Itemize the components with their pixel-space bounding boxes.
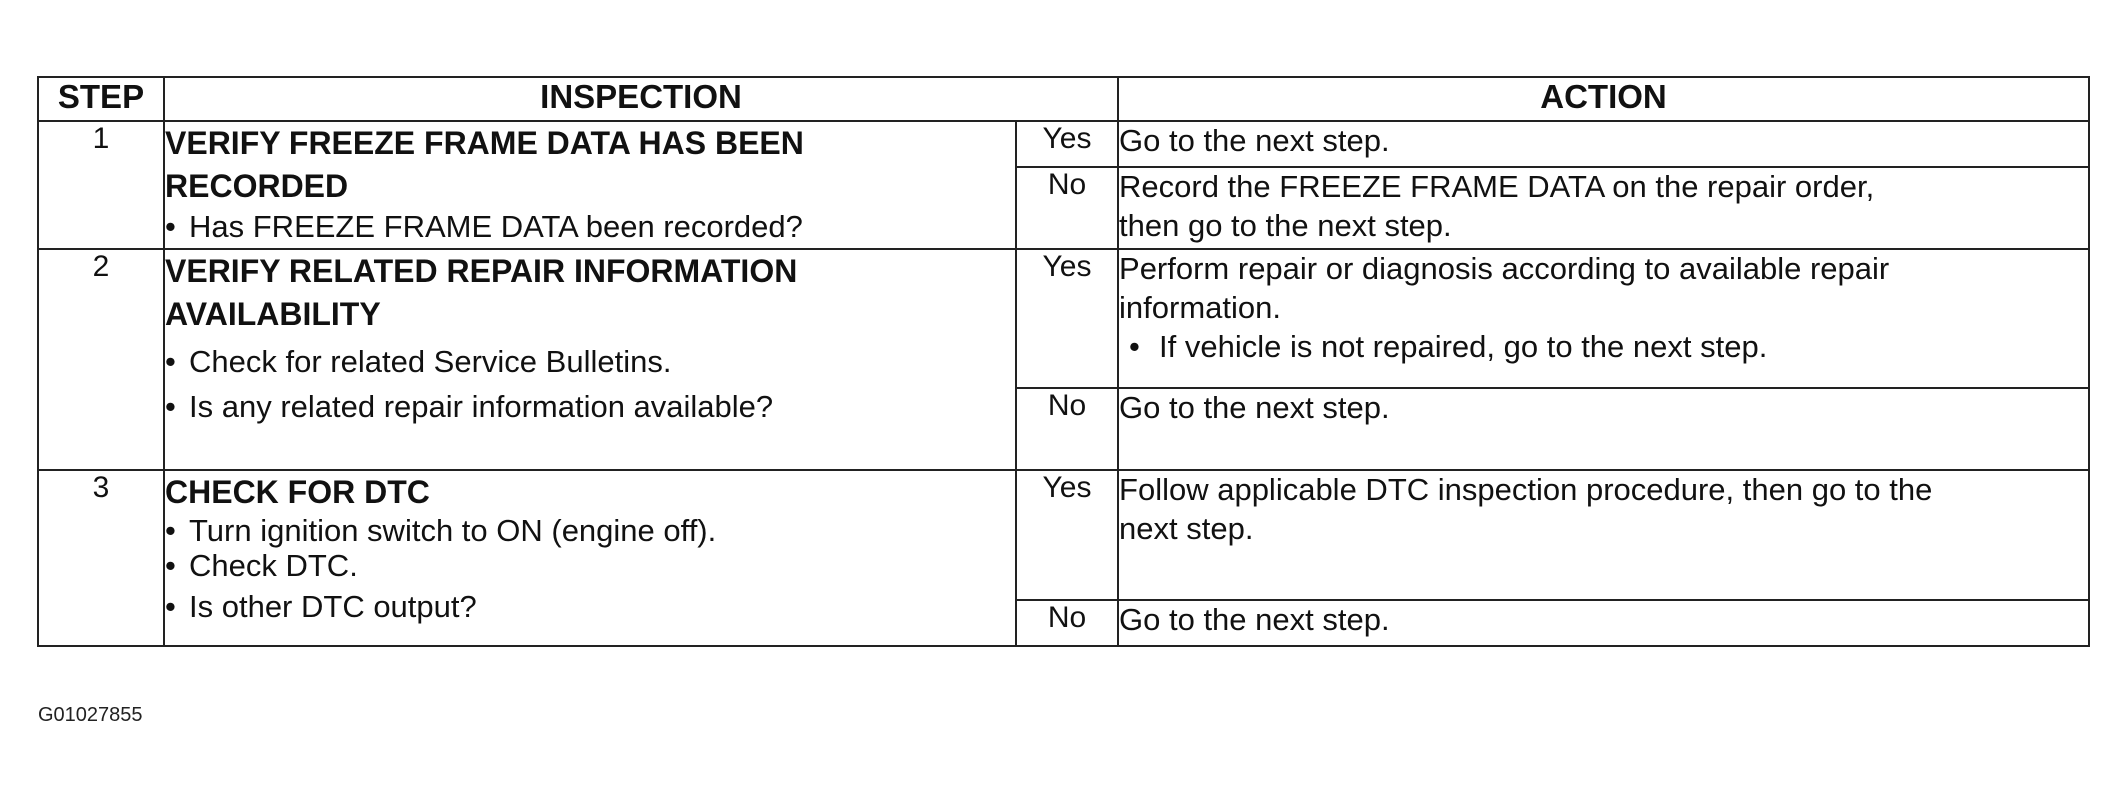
- inspection-cell: [164, 121, 1016, 249]
- step-number: 1: [38, 121, 164, 249]
- no-action: Record the FREEZE FRAME DATA on the repair order, then go to the next step.: [1118, 167, 2089, 249]
- inspection-bullet: • Is other DTC output?: [165, 588, 477, 624]
- figure-reference: G01027855: [38, 704, 143, 726]
- yes-label: Yes: [1016, 121, 1118, 167]
- action-bullet: • If vehicle is not repaired, go to the next step.: [1129, 328, 2088, 367]
- yes-action: Go to the next step.: [1118, 121, 2089, 167]
- step-number: 3: [38, 470, 164, 646]
- header-step: STEP: [38, 77, 164, 121]
- bullet-icon: •: [1129, 328, 1140, 364]
- inspection-bullet: • Is any related repair information available?: [165, 386, 1015, 428]
- inspection-bullet: • Has FREEZE FRAME DATA been recorded?: [165, 206, 1015, 248]
- table-row: [38, 249, 2089, 388]
- no-label: No: [1016, 388, 1118, 470]
- inspection-cell: [164, 249, 1016, 470]
- inspection-bullet: • Check DTC.: [165, 548, 358, 584]
- step-number: 2: [38, 249, 164, 470]
- inspection-bullet: • Check for related Service Bulletins.: [165, 341, 1015, 383]
- yes-label: Yes: [1016, 470, 1118, 600]
- header-inspection: INSPECTION: [164, 77, 1118, 121]
- bullet-icon: •: [165, 389, 176, 425]
- header-action: ACTION: [1118, 77, 2089, 121]
- yes-action: Follow applicable DTC inspection procedure, then go to the next step.: [1118, 470, 2089, 600]
- bullet-icon: •: [165, 343, 176, 379]
- no-action: Go to the next step.: [1118, 600, 2089, 646]
- inspection-title: CHECK FOR DTC: [165, 474, 430, 511]
- yes-label: Yes: [1016, 249, 1118, 388]
- bullet-icon: •: [165, 588, 176, 624]
- no-label: No: [1016, 600, 1118, 646]
- diagnostic-table: [37, 76, 2090, 647]
- no-action: Go to the next step.: [1118, 388, 2089, 470]
- no-label: No: [1016, 167, 1118, 249]
- bullet-icon: •: [165, 209, 176, 245]
- yes-action: Perform repair or diagnosis according to available repair information. • If vehicle is not repaired, go to the next step.: [1118, 249, 2089, 388]
- bullet-icon: •: [165, 513, 176, 549]
- inspection-bullet: • Turn ignition switch to ON (engine off).: [165, 513, 717, 549]
- inspection-title: VERIFY FREEZE FRAME DATA HAS BEEN RECORDED: [165, 125, 804, 205]
- table-row: [38, 470, 2089, 600]
- inspection-cell: [164, 470, 1016, 646]
- table-header-row: [38, 77, 2089, 121]
- inspection-title: VERIFY RELATED REPAIR INFORMATION AVAILABILITY: [165, 253, 798, 333]
- table-row: [38, 121, 2089, 167]
- bullet-icon: •: [165, 548, 176, 584]
